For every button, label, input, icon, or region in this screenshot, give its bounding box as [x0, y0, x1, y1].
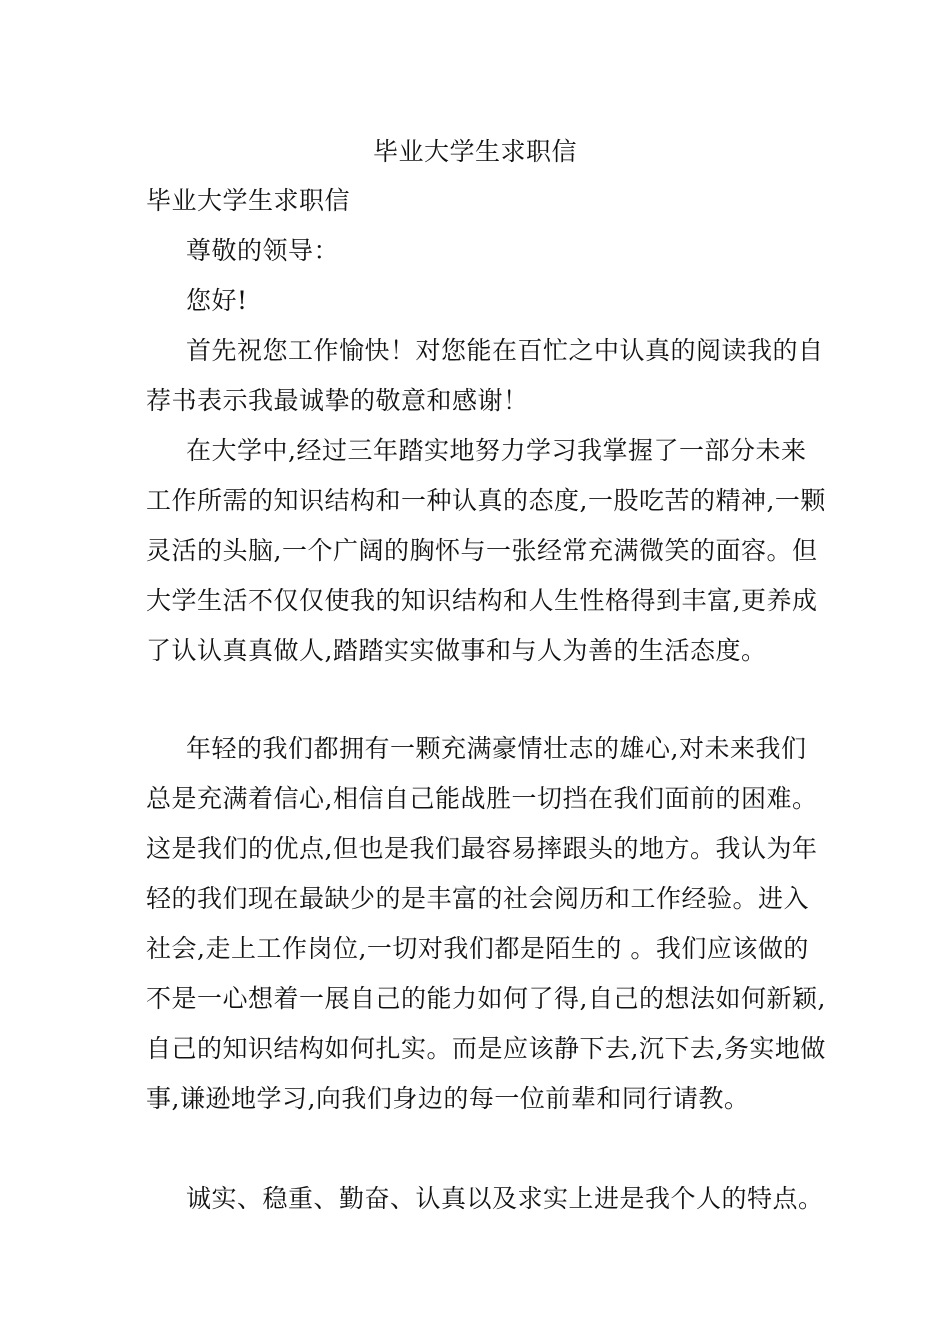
paragraph-traits: 诚实、稳重、勤奋、认真以及求实上进是我个人的特点。 — [186, 1184, 824, 1213]
document-title: 毕业大学生求职信 — [372, 137, 577, 166]
paragraph-intro: 首先祝您工作愉快！对您能在百忙之中认真的阅读我的自荐书表示我最诚挚的敬意和感谢！ — [146, 336, 824, 415]
salutation: 尊敬的领导： — [186, 236, 340, 265]
paragraph-university: 在大学中,经过三年踏实地努力学习我掌握了一部分未来工作所需的知识结构和一种认真的态度,一股吃苦的精神,一颗灵活的头脑,一个广阔的胸怀与一张经常充满微笑的面容。但大学生活不仅仅使我的知识结构和人生性格得到丰富,更养成了认认真真做人,踏踏实实做事和与人为善的生活态度。 — [146, 436, 826, 665]
paragraph-youth: 年轻的我们都拥有一颗充满豪情壮志的雄心,对未来我们总是充满着信心,相信自己能战胜一切挡在我们面前的困难。这是我们的优点,但也是我们最容易摔跟头的地方。我认为年轻的我们现在最缺少的是丰富的社会阅历和工作经验。进入社会,走上工作岗位,一切对我们都是陌生的 。我们应该做的不是一心想着一展自己的能力如何了得,自己的想法如何新颖,自己的知识结构如何扎实。而是应该静下去,沉下去,务实地做事,谦逊地学习,向我们身边的每一位前辈和同行请教。 — [146, 734, 826, 1113]
greeting: 您好! — [186, 286, 248, 315]
document-heading: 毕业大学生求职信 — [146, 186, 351, 215]
